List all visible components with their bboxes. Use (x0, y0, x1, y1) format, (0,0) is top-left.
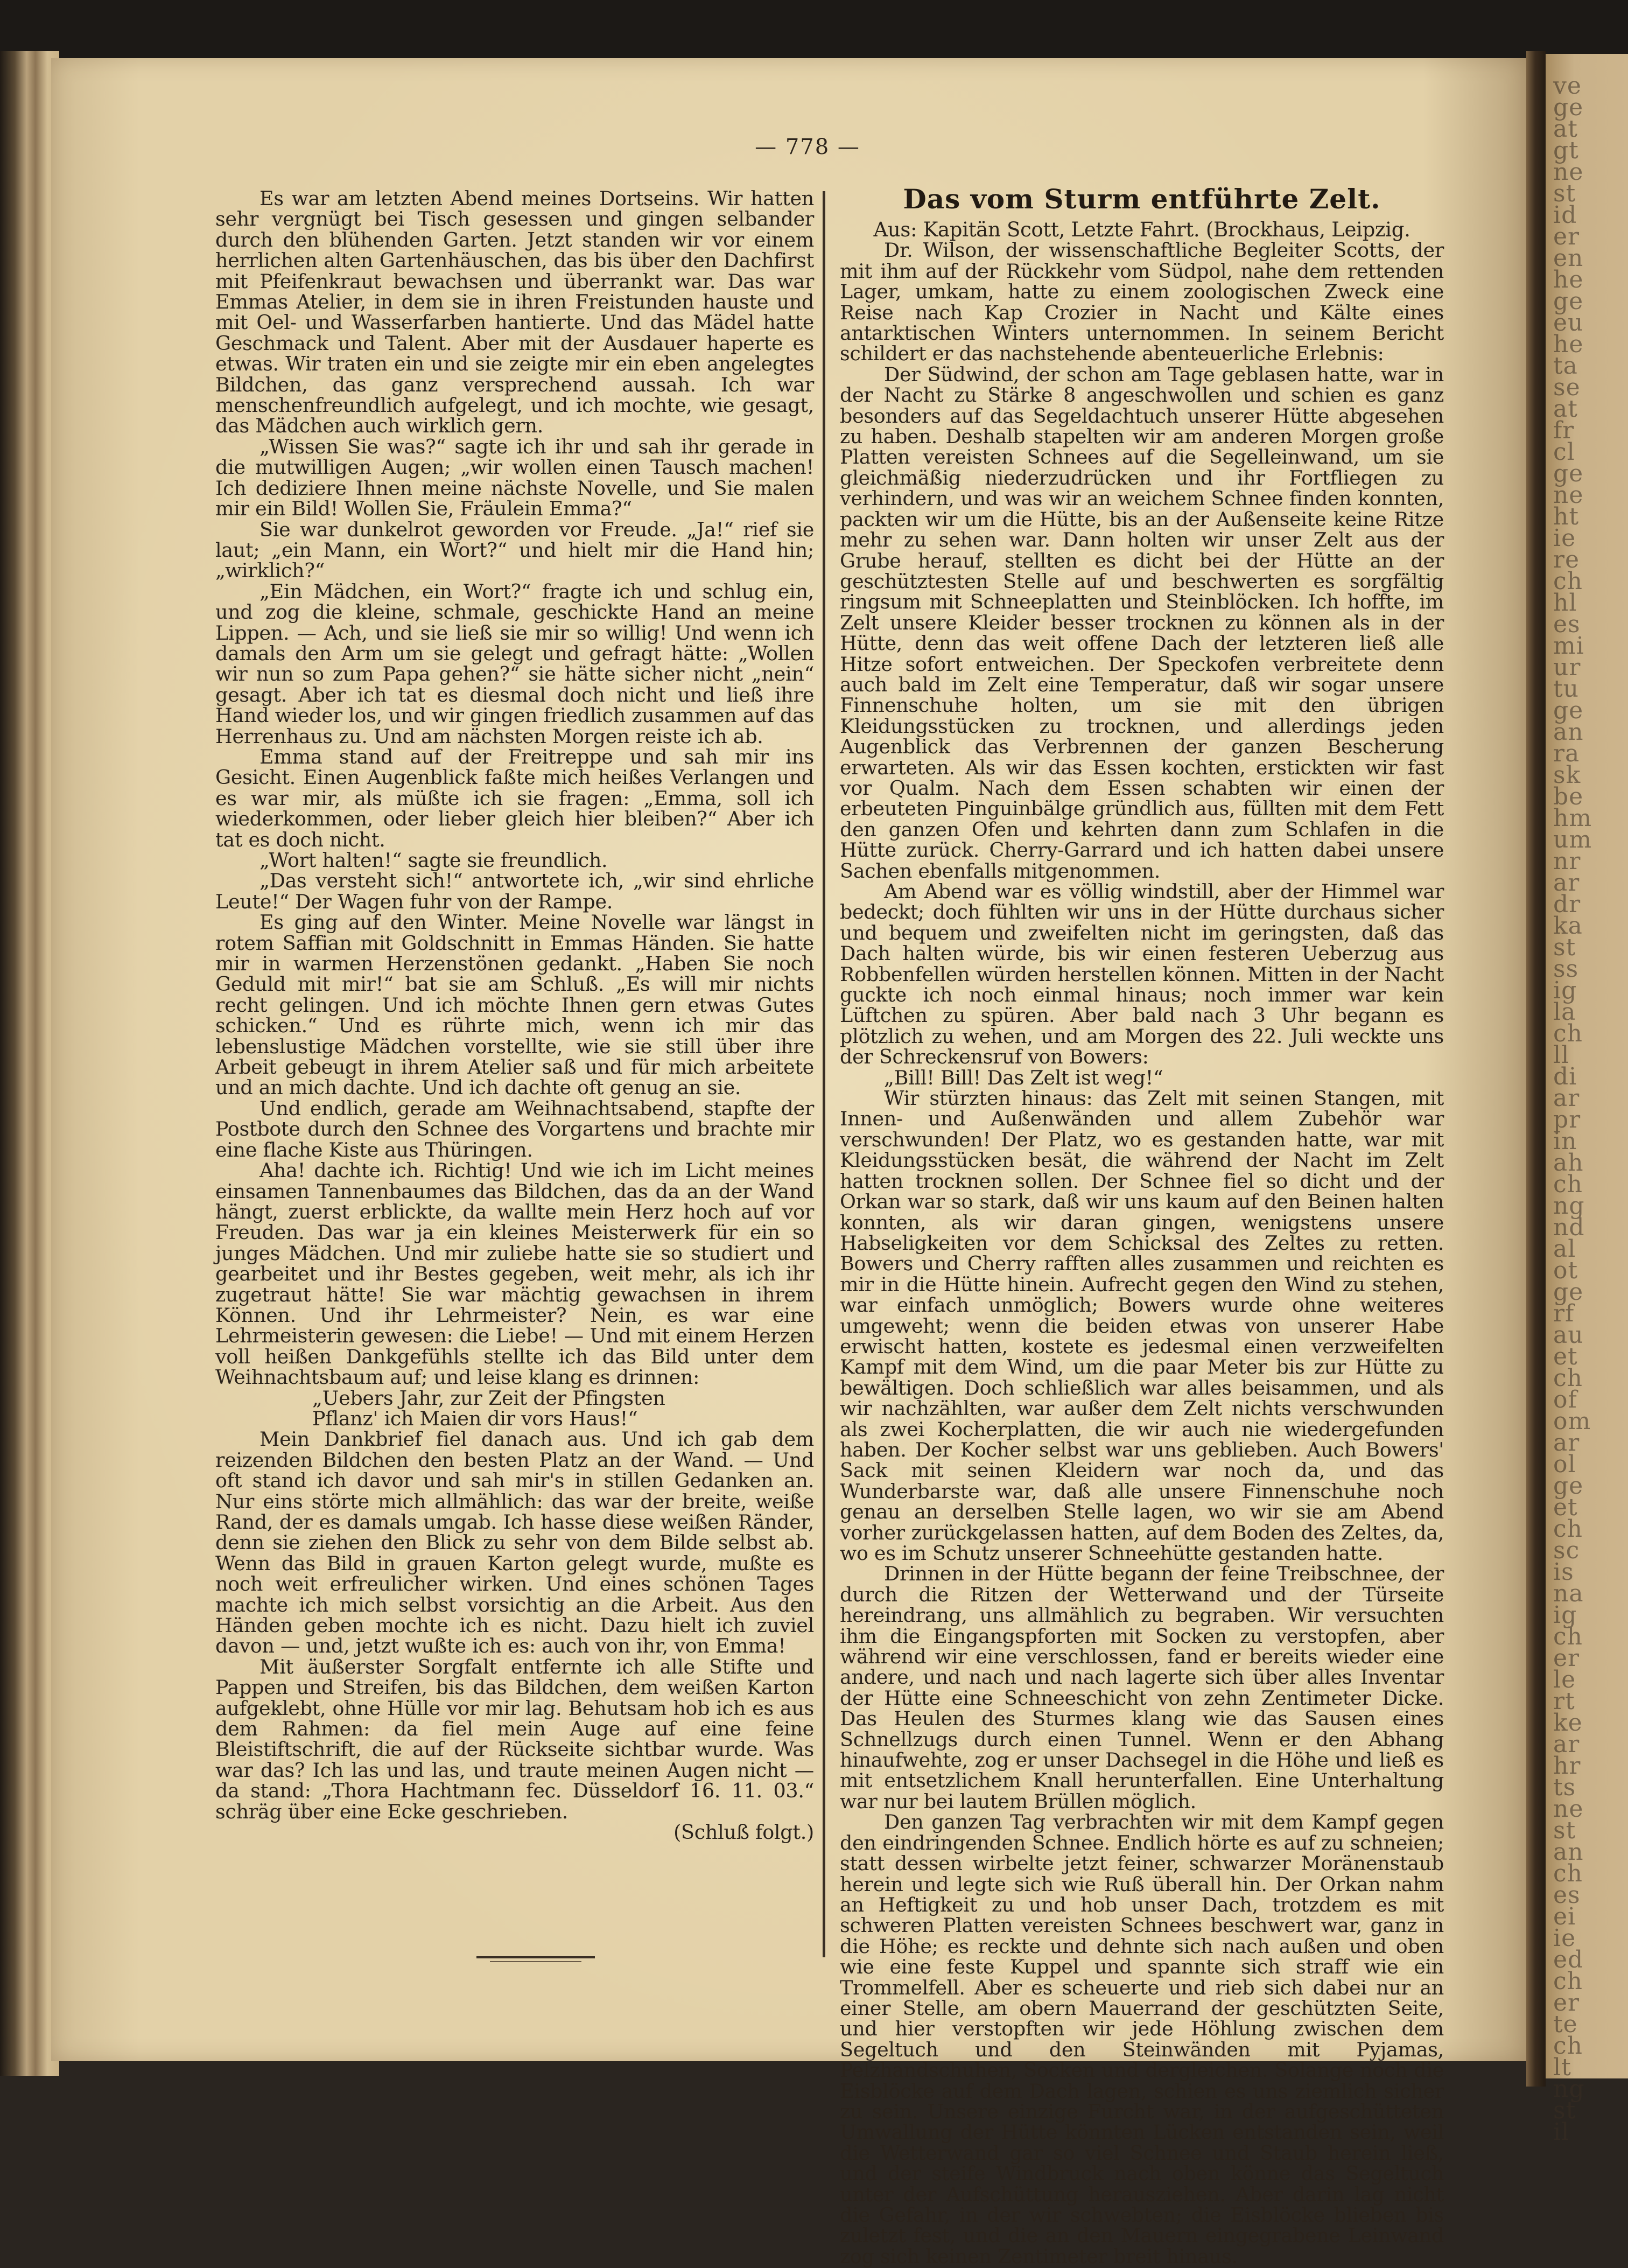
verse-line: „Uebers Jahr, zur Zeit der Pfingsten (312, 1386, 665, 1410)
story-end-rule-thin (490, 1961, 581, 1962)
book-gutter (1526, 51, 1546, 2087)
book-page-edges (0, 51, 59, 2076)
story-paragraph: „Wissen Sie was?“ sagte ich ihr und sah ihr gerade in die mutwilligen Augen; „wir wollen einen Tausch machen! Ich dediziere Ihnen meine nächste Novelle, und Sie malen mir ein Bild! Wollen Sie, Fräulein Emma?“ (215, 435, 814, 521)
story-paragraph: Und endlich, gerade am Weihnachtsabend, stapfte der Postbote durch den Schnee des Vorgartens und brachte mir eine flache Kiste aus Thüringen. (215, 1096, 814, 1161)
story-paragraph: „Ein Mädchen, ein Wort?“ fragte ich und schlug ein, und zog die kleine, schmale, geschickte Hand an meine Lippen. — Ach, und sie ließ sie mir so willig! Und wenn ich damals den Arm um sie gelegt und gefragt hätte: „Wollen wir nun so zum Papa gehen?“ sie hätte sicher nicht „nein“ gesagt. Aber ich tat es diesmal doch nicht und ließ ihre Hand wieder los, und wir gingen friedlich zusammen auf das Herrenhaus zu. Und am nächsten Morgen reiste ich ab. (215, 579, 814, 748)
column-divider (823, 191, 825, 1957)
facing-page-text-fragment: ve ge at gt ne st id er en he ge eu he ta se at fr cl ge ne ht ie re ch hl es mi ur tu ge an ra sk be hm um nr ar dr ka st ss ig la ch ll di ar pr in ah ch ng nd al ot ge rf au et ch of om ar ol ge et ch sc is na ig ch er le rt ke ar hr ts ne st an ch es ei ie ed ch er te ch lt ng st il (1553, 72, 1592, 2146)
article-paragraph: „Bill! Bill! Das Zelt ist weg!“ (884, 1066, 1163, 1089)
article-paragraph: Drinnen in der Hütte begann der feine Treibschnee, der durch die Ritzen der Wetterwand und der Türseite hereindrang, uns allmählich zu begraben. Wir versuchten ihm die Eingangspforten mit Socken zu verstopfen, aber während wir eine verschlossen, fand er bereits wieder eine andere, und nach und nach lagerte sich über alles Inventar der Hütte eine Schneeschicht von zehn Zentimeter Dicke. Das Heulen des Sturmes klang wie das Sausen eines Schnellzugs durch einen Tunnel. Wenn er den Abhang hinaufwehte, zog er unser Dachsegel in die Höhe und ließ es mit entsetzlichem Knall herunterfallen. Eine Unterhaltung war nur bei lautem Brüllen möglich. (840, 1562, 1444, 1813)
story-paragraph: Emma stand auf der Freitreppe und sah mir ins Gesicht. Einen Augenblick faßte mich heißes Verlangen und es war mir, als müßte ich sie fragen: „Emma, soll ich wiederkommen, oder lieber gleich hier bleiben?“ Aber ich tat es doch nicht. (215, 745, 814, 851)
story-paragraph: Mein Dankbrief fiel danach aus. Und ich gab dem reizenden Bildchen den besten Platz an der Wand. — Und oft stand ich davor und sah mir's in stillen Gedanken an. Nur eins störte mich allmählich: das war der breite, weiße Rand, der es damals umgab. Ich hasse diese weißen Ränder, denn sie ziehen den Blick zu sehr von dem Bilde selbst ab. Wenn das Bild in grauen Karton gelegt wurde, mußte es noch weit erfreulicher wirken. Und eines schönen Tages machte ich mich selbst vorsichtig an die Arbeit. Aus den Händen geben mochte ich es nicht. Dazu hielt ich zuviel davon — und, jetzt wußte ich es: auch von ihr, von Emma! (215, 1427, 814, 1658)
story-paragraph: Mit äußerster Sorgfalt entfernte ich alle Stifte und Pappen und Streifen, bis das Bildchen, dem weißen Karton aufgeklebt, ohne Hülle vor mir lag. Behutsam hob ich es aus dem Rahmen: da fiel mein Auge auf eine feine Bleistiftschrift, die auf der Rückseite sichtbar wurde. Was war das? Ich las und las, und traute meinen Augen nicht — da stand: „Thora Hachtmann fec. Düsseldorf 16. 11. 03.“ schräg über eine Ecke geschrieben. (215, 1655, 814, 1823)
article-paragraph: Den ganzen Tag verbrachten wir mit dem Kampf gegen den eindringenden Schnee. Endlich hörte es auf zu schneien; statt dessen wirbelte jetzt feiner, schwarzer Moränenstaub herein und legte sich wie Ruß überall hin. Der Orkan nahm an Heftigkeit zu und hob unser Dach, trotzdem es mit schweren Platten vereisten Schnees beschwert war, ganz in die Höhe; es reckte und dehnte sich nach außen und oben wie eine feste Kuppel und spannte sich straff wie ein Trommelfell. Aber es scheuerte und rieb sich dabei nur an einer Stelle, am obern Mauerrand der geschützten Seite, und hier verstopften wir jede Höhlung zwischen dem Segeltuch und den Steinwänden mit Pyjamas, Pelzhandschuhen, Socken und dergleichen. Solange noch die Eisblöcke auf dem Dach lagen, schien es uns ziemlich sicher zu sein. Unsere einzige Furcht war, in der aufgeschütteten Umwallung der Hütte könnten Lücken entstanden sein, weil die Wetterwand gar so viel Schnee und Staub herein ließ, und der steife Windbruck nach oben könne das Segeltuch unter der Aufschüttung herausziehen. Aber darin lag nicht die Gefahr, in der wir schwebten; die Eisblöcke blieben bis zuletzt fest, und die an den Mauern eingegrabene Leinwand zog sich keinen Zentimeter breit hinaus. (840, 1810, 1444, 2268)
story-paragraph: „Wort halten!“ sagte sie freundlich. (259, 849, 608, 872)
story-paragraph: „Das versteht sich!“ antwortete ich, „wir sind ehrliche Leute!“ Der Wagen fuhr von der Rampe. (215, 869, 814, 913)
article-source: Aus: Kapitän Scott, Letzte Fahrt. (Brockhaus, Leipzig. (873, 218, 1411, 241)
facing-page-edge (1546, 54, 1628, 2146)
article-title: Das vom Sturm entführte Zelt. (903, 183, 1381, 215)
article-paragraph: Der Südwind, der schon am Tage geblasen hatte, war in der Nacht zu Stärke 8 angeschwollen und schien es ganz besonders auf das Segeldachtuch unserer Hütte abgesehen zu haben. Deshalb stapelten wir am anderen Morgen große Platten vereisten Schnees auf die Segelleinwand, um sie gleichmäßig niederzudrücken und ihr Fortfliegen zu verhindern, und was wir an weichem Schnee finden konnten, packten wir um die Hütte, bis an der Außenseite keine Ritze mehr zu sehen war. Dann holten wir unser Zelt aus der Grube herauf, stellten es dicht bei der Hütte an der geschütztesten Stelle auf und beschwerten es sorgfältig ringsum mit Schneeplatten und Steinblöcken. Ich hoffte, im Zelt unsere Kleider besser trocknen zu können als in der Hütte, denn das weit offene Dach der letzteren ließ alle Hitze sofort entweichen. Der Speckofen verbreitete denn auch bald im Zelt eine Temperatur, daß wir sogar unsere Finnenschuhe holten, um sie mit den übrigen Kleidungsstücken zu trocknen, und allerdings jeden Augenblick das Verbrennen der ganzen Bescherung erwarteten. Als wir das Essen kochten, erstickten wir fast vor Qualm. Nach dem Essen schabten wir einen der erbeuteten Pinguinbälge gründlich aus, füllten mit dem Fett den ganzen Ofen und kehrten dann zum Schlafen in die Hütte zurück. Cherry-Garrard und ich hatten dabei unsere Sachen ebenfalls mitgenommen. (840, 362, 1444, 883)
scan-background-top (0, 0, 1628, 59)
story-column (215, 188, 814, 1843)
continuation-note: (Schluß folgt.) (673, 1821, 814, 1844)
article-paragraph: Dr. Wilson, der wissenschaftliche Begleiter Scotts, der mit ihm auf der Rückkehr vom Südpol, nahe dem rettenden Lager, umkam, hatte zu einem zoologischen Zweck eine Reise nach Kap Crozier in Nacht und Kälte eines antarktischen Winters unternommen. In seinem Bericht schildert er das nachstehende abenteuerliche Erlebnis: (840, 239, 1444, 366)
story-paragraph: Sie war dunkelrot geworden vor Freude. „Ja!“ rief sie laut; „ein Mann, ein Wort?“ und hielt mir die Hand hin; „wirklich?“ (215, 517, 814, 583)
story-paragraph: Es ging auf den Winter. Meine Novelle war längst in rotem Saffian mit Goldschnitt in Emmas Händen. Sie hatte mir in warmen Herzenstönen gedankt. „Haben Sie noch Geduld mit mir!“ bat sie am Schluß. „Es will mir nichts recht gelingen. Und ich möchte Ihnen gern etwas Gutes schicken.“ Und es rührte mich, wenn ich mir das lebenslustige Mädchen vorstellte, wie sie still über ihre Arbeit gebeugt in ihrem Atelier saß und für mich arbeitete und an mich dachte. Und ich dachte oft genug an sie. (215, 911, 814, 1100)
article-paragraph: Wir stürzten hinaus: das Zelt mit seinen Stangen, mit Innen- und Außenwänden und allem Zubehör war verschwunden! Der Platz, wo es gestanden hatte, war mit Kleidungsstücken besät, die während der Nacht im Zelt hatten trocknen sollen. Der Schnee fiel so dicht und der Orkan war so stark, daß wir uns kaum auf den Beinen halten konnten, als wir daran gingen, wenigstens unsere Habseligkeiten vor dem Schicksal des Zeltes zu retten. Bowers und Cherry rafften alles zusammen und reichten es mir in die Hütte hinein. Aufrecht gegen den Wind zu stehen, war einfach unmöglich; Bowers wurde ohne weiteres umgeweht; wenn die beiden etwas von unserer Habe erwischt hatten, kostete es jedesmal einen verzweifelten Kampf mit dem Wind, um die paar Meter bis zur Hütte zu bewältigen. Doch schließlich war alles beisammen, und als wir nachzählten, war außer dem Zelt nichts verschwunden als zwei Kocherplatten, die wir auch nie wiedergefunden haben. Der Kocher selbst war uns geblieben. Auch Bowers' Sack mit seinen Kleidern war noch da, und das Wunderbarste war, daß alle unsere Finnenschuhe noch genau an derselben Stelle lagen, wo wir sie am Abend vorher zurückgelassen hatten, auf dem Boden des Zeltes, da, wo es im Schutz unserer Schneehütte gestanden hatte. (840, 1087, 1444, 1565)
story-paragraph: Es war am letzten Abend meines Dortseins. Wir hatten sehr vergnügt bei Tisch gesessen und gingen selbander durch den blühenden Garten. Jetzt standen wir vor einem herrlichen alten Gartenhäuschen, das bis über den Dachfirst mit Pfeifenkraut bewachsen und überrankt war. Das war Emmas Atelier, in dem sie in ihren Freistunden hauste und mit Oel- und Wasserfarben hantierte. Und das Mädel hatte Geschmack und Talent. Aber mit der Ausdauer haperte es etwas. Wir traten ein und sie zeigte mir ein eben angelegtes Bildchen, das ganz versprechend aussah. Ich war menschenfreundlich aufgelegt, und ich mochte, wie gesagt, das Mädchen auch wirklich gern. (215, 187, 814, 438)
verse-line: Pflanz' ich Maien dir vors Haus!“ (312, 1406, 638, 1430)
article-paragraph: Am Abend war es völlig windstill, aber der Himmel war bedeckt; doch fühlten wir uns in der Hütte durchaus sicher und bequem und zweifelten nicht im geringsten, daß das Dach halten würde, bis wir einen festeren Ueberzug aus Robbenfellen würden herstellen können. Mitten in der Nacht guckte ich noch einmal hinaus; noch immer war kein Lüftchen zu spüren. Aber bald nach 3 Uhr begann es plötzlich zu wehen, und am Morgen des 22. Juli weckte uns der Schreckensruf von Bowers: (840, 880, 1444, 1069)
story-paragraph: Aha! dachte ich. Richtig! Und wie ich im Licht meines einsamen Tannenbaumes das Bildchen, das da an der Wand hängt, zuerst erblickte, da wallte mein Herz hoch auf vor Freuden. Das war ja ein kleines Meisterwerk für ein so junges Mädchen. Und mir zuliebe hatte sie so studiert und gearbeitet und ihr Bestes gegeben, weit mehr, als ich ihr zugetraut hätte! Sie war mächtig gewachsen in ihrem Können. Und ihr Lehrmeister? Nein, es war eine Lehrmeisterin gewesen: die Liebe! — Und mit einem Herzen voll heißen Dankgefühls stellte ich das Bild unter dem Weihnachtsbaum auf; und leise klang es drinnen: (215, 1159, 814, 1389)
story-end-rule (476, 1956, 595, 1958)
article-column (840, 183, 1444, 2267)
page-number: — 778 — (755, 135, 860, 159)
